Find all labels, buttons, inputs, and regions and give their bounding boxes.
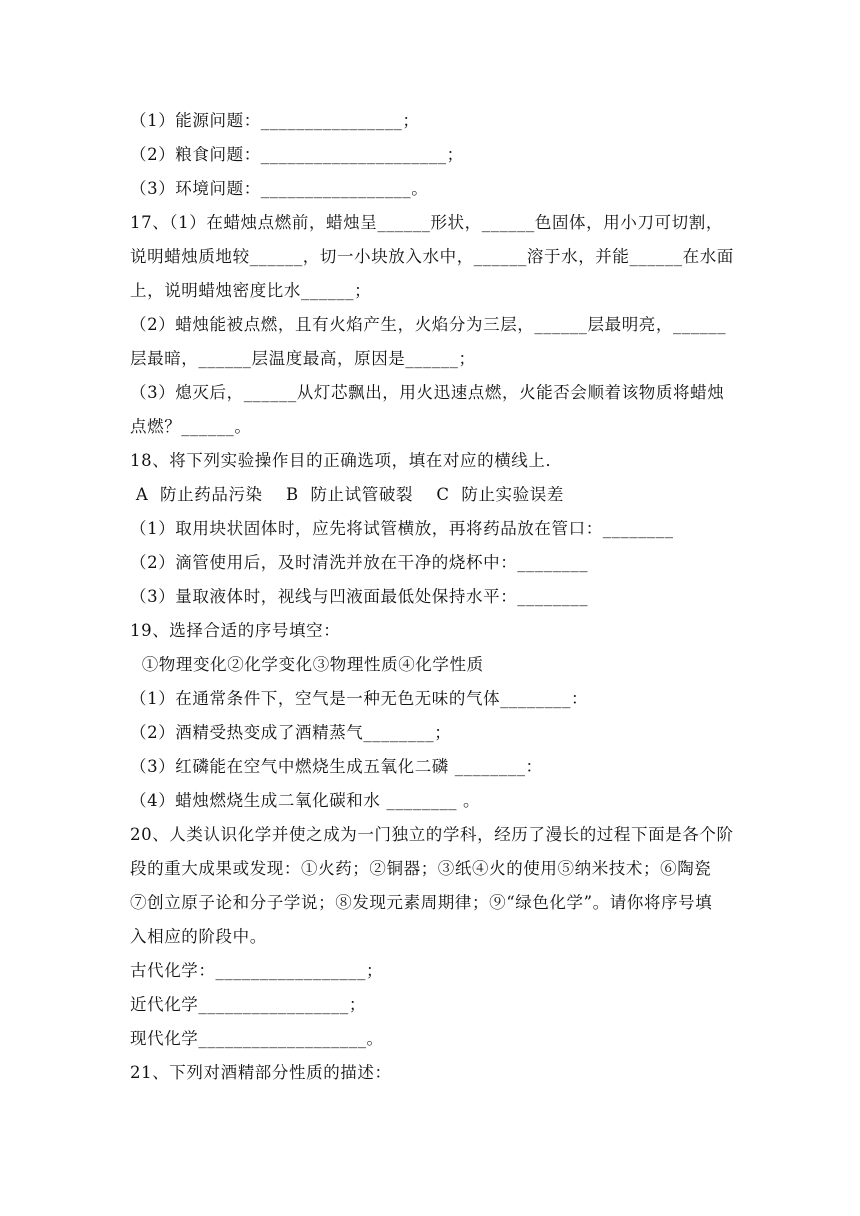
q21-heading: 21、下列对酒精部分性质的描述： (130, 1063, 392, 1082)
q19-item-3: （3）红磷能在空气中燃烧生成五氧化二磷 ________： (130, 757, 543, 776)
q18-heading: 18、将下列实验操作目的正确选项，填在对应的横线上． (130, 451, 563, 470)
q19-item-2: （2）酒精受热变成了酒精蒸气________； (130, 723, 452, 742)
q19-item-1: （1）在通常条件下，空气是一种无色无味的气体________： (130, 689, 589, 708)
q20-line-3: ⑦创立原子论和分子学说；⑧发现元素周期律；⑨“绿色化学”。请你将序号填 (130, 893, 713, 912)
q20-line-4: 入相应的阶段中。 (130, 927, 267, 946)
q17-line-4: （2）蜡烛能被点燃，且有火焰产生，火焰分为三层，______层最明亮，______ (130, 315, 727, 334)
q18-item-3: （3）量取液体时，视线与凹液面最低处保持水平：________ (130, 587, 589, 606)
q17-line-2: 说明蜡烛质地较______，切一小块放入水中，______溶于水，并能______在水面 (130, 247, 734, 266)
q16-environment-line: （3）环境问题：_________________。 (130, 179, 429, 198)
q20-contemporary-chemistry: 现代化学___________________。 (130, 1029, 384, 1048)
q17-line-3: 上，说明蜡烛密度比水______； (130, 281, 372, 300)
q17-line-6: （3）熄灭后，______从灯芯飘出，用火迅速点燃，火能否会顺着该物质将蜡烛 (130, 383, 725, 402)
q17-line-1: 17、（1）在蜡烛点燃前，蜡烛呈______形状，______色固体，用小刀可切割， (130, 213, 723, 232)
q17-line-5: 层最暗，______层温度最高，原因是______； (130, 349, 476, 368)
q16-energy-line: （1）能源问题：________________； (130, 111, 420, 130)
q20-line-1: 20、人类认识化学并使之成为一门独立的学科，经历了漫长的过程下面是各个阶 (130, 825, 734, 844)
q20-modern-chemistry: 近代化学_________________； (130, 995, 366, 1014)
q18-item-2: （2）滴管使用后，及时清洗并放在干净的烧杯中：________ (130, 553, 589, 572)
q20-line-2: 段的重大成果或发现：①火药；②铜器；③纸④火的使用⑤纳米技术；⑥陶瓷 (130, 859, 712, 878)
q16-food-line: （2）粮食问题：_____________________； (130, 145, 464, 164)
q18-item-1: （1）取用块状固体时，应先将试管横放，再将药品放在管口：________ (130, 519, 674, 538)
q19-heading: 19、选择合适的序号填空： (130, 621, 341, 640)
q19-options: ①物理变化②化学变化③物理性质④化学性质 (130, 655, 484, 674)
q20-ancient-chemistry: 古代化学：_________________； (130, 961, 384, 980)
q19-item-4: （4）蜡烛燃烧生成二氧化碳和水 ________ 。 (130, 791, 481, 810)
q17-line-7: 点燃？______。 (130, 417, 252, 436)
q18-options: A 防止药品污染 B 防止试管破裂 C 防止实验误差 (130, 485, 564, 504)
